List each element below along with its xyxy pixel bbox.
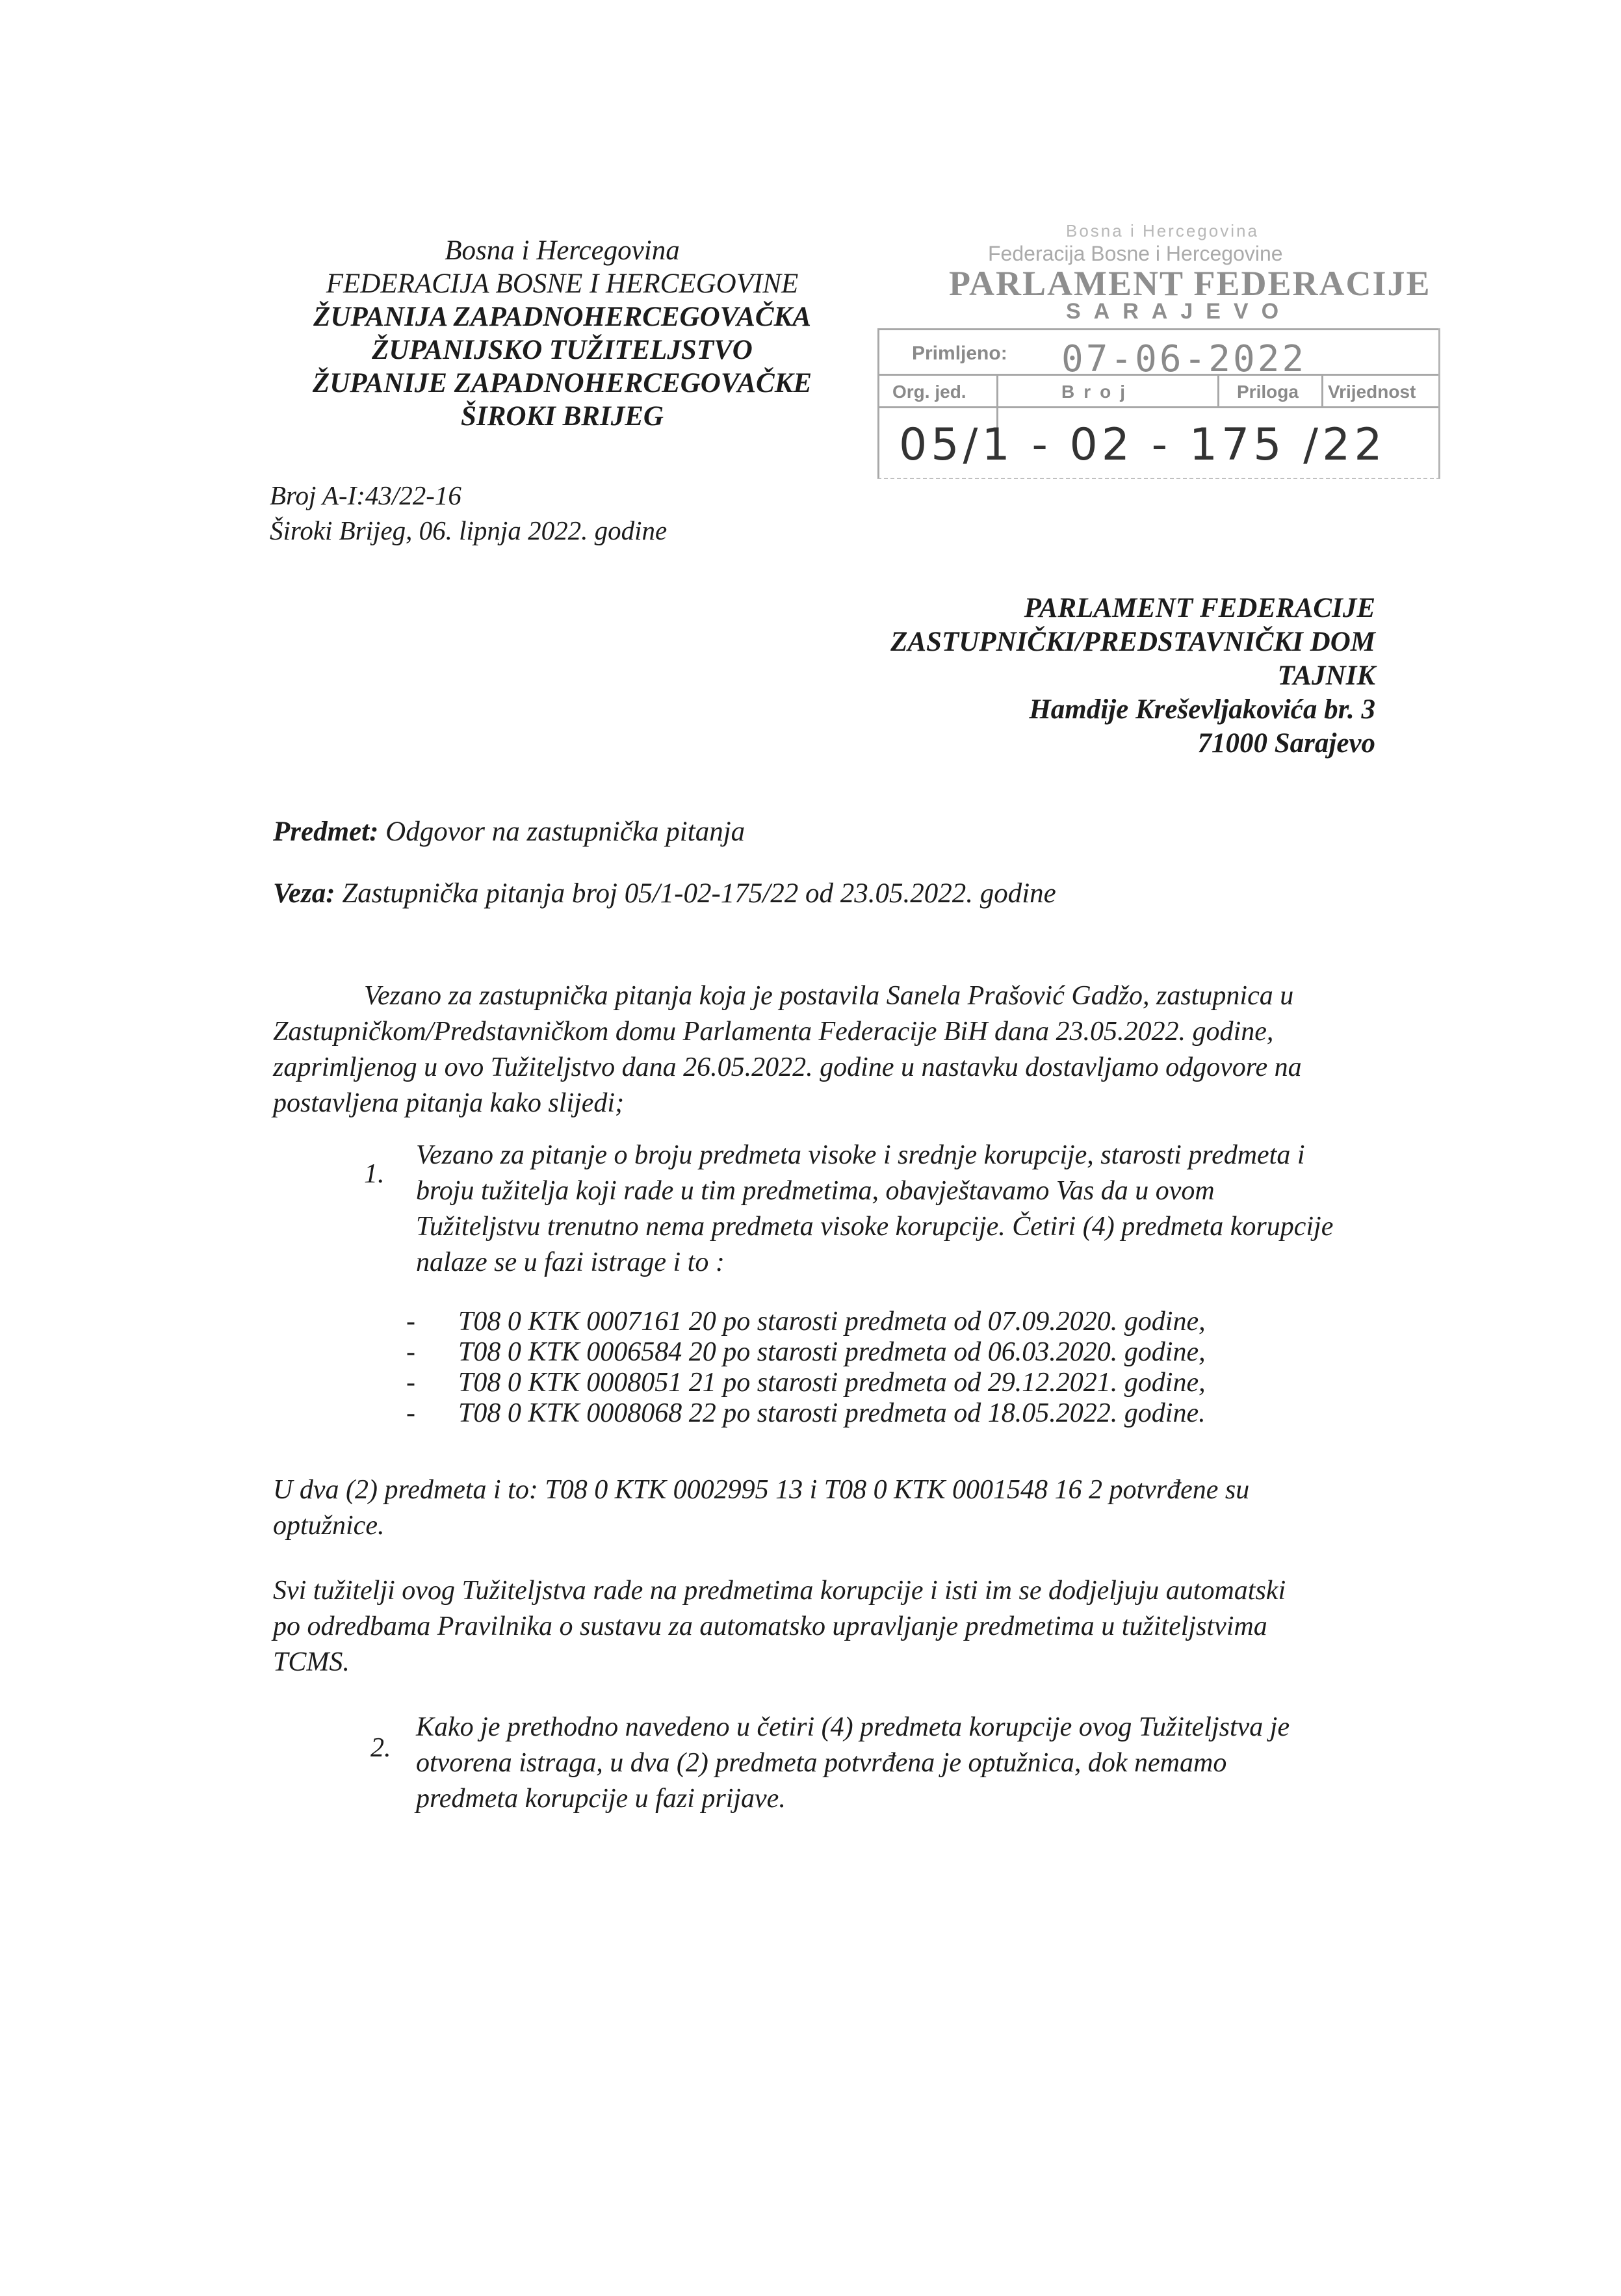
intro-paragraph [273,978,1378,1121]
document-place-date: Široki Brijeg, 06. lipnja 2022. godine [270,515,668,545]
text-line: nalaze se u fazi istrage i to : [416,1247,725,1277]
case-text: T08 0 KTK 0007161 20 po starosti predmeta od 07.09.2020. godine, [458,1307,1206,1337]
recipient-block [890,592,1375,761]
case-list-item [406,1337,1206,1368]
document-number: Broj A-I:43/22-16 [270,480,461,510]
list-dash: - [406,1337,415,1367]
sender-line: ŽUPANIJSKO TUŽITELJSTVO [372,335,753,365]
item-number: 2. [370,1733,391,1763]
stamp-rule [879,328,1438,330]
stamp-city: SARAJEVO [1066,299,1292,324]
text-line: otvorena istraga, u dva (2) predmeta potvrđena je optužnica, dok nemamo [416,1748,1227,1778]
subject-line [273,816,745,848]
text-line: Kako je prethodno navedeno u četiri (4) predmeta korupcije ovog Tužiteljstva je [416,1712,1290,1742]
subject-label: Predmet: [273,816,379,847]
text-line: predmeta korupcije u fazi prijave. [416,1784,786,1814]
list-dash: - [406,1398,415,1428]
text-line: postavljena pitanja kako slijedi; [273,1088,625,1118]
text-line: zaprimljenog u ovo Tužiteljstvo dana 26.05.2022. godine u nastavku dostavljamo odgovore na [273,1052,1302,1082]
text-line: optužnice. [273,1511,385,1541]
recipient-line: 71000 Sarajevo [1197,728,1375,759]
list-dash: - [406,1307,415,1337]
stamp-col-vrijednost: Vrijednost [1328,382,1416,402]
reference-line [273,878,1056,909]
case-list-item [406,1368,1206,1398]
stamp-federation: Federacija Bosne i Hercegovine [988,242,1283,265]
case-text: T08 0 KTK 0008068 22 po starosti predmeta od 18.05.2022. godine. [458,1398,1206,1428]
sender-line: FEDERACIJA BOSNE I HERCEGOVINE [326,268,799,299]
document-meta [270,478,667,548]
stamp-col-broj: Broj [1061,382,1134,402]
stamp-col-priloga: Priloga [1237,382,1299,402]
stamp-col-org: Org. jed. [892,382,966,402]
stamp-divider [1217,374,1219,406]
received-stamp [871,208,1436,481]
case-list-item [406,1398,1206,1429]
recipient-line: ZASTUPNIČKI/PREDSTAVNIČKI DOM [890,627,1375,657]
stamp-parliament: PARLAMENT FEDERACIJE [949,264,1431,303]
subject-text: Odgovor na zastupnička pitanja [378,816,746,847]
text-line: broju tužitelja koji rade u tim predmetima, obavještavamo Vas da u ovom [416,1176,1215,1206]
text-line: U dva (2) predmeta i to: T08 0 KTK 0002995 13 i T08 0 KTK 0001548 16 2 potvrđene su [273,1475,1250,1505]
sender-line: ŽUPANIJA ZAPADNOHERCEGOVAČKA [313,302,811,332]
recipient-line: Hamdije Kreševljakovića br. 3 [1029,694,1375,725]
item-2-paragraph [416,1710,1378,1817]
text-line: Vezano za zastupnička pitanja koja je postavila Sanela Prašović Gadžo, zastupnica u [364,981,1294,1011]
case-list [406,1307,1206,1429]
stamp-received-date: 07-06-2022 [1061,338,1307,380]
case-text: T08 0 KTK 0006584 20 po starosti predmeta od 06.03.2020. godine, [458,1337,1206,1367]
stamp-rule [879,374,1438,376]
case-text: T08 0 KTK 0008051 21 po starosti predmeta od 29.12.2021. godine, [458,1368,1206,1398]
stamp-received-label: Primljeno: [912,343,1007,364]
stamp-handwritten-number: 05/1 - 02 - 175 /22 [899,419,1386,471]
case-list-item [406,1307,1206,1337]
sender-line: Bosna i Hercegovina [445,235,680,266]
indictments-paragraph [273,1472,1378,1544]
sender-line: ŽUPANIJE ZAPADNOHERCEGOVAČKE [312,368,812,398]
text-line: Tužiteljstvu trenutno nema predmeta visoke korupcije. Četiri (4) predmeta korupcije [416,1212,1334,1242]
recipient-line: TAJNIK [1277,660,1375,691]
text-line: TCMS. [273,1647,350,1677]
reference-text: Zastupnička pitanja broj 05/1-02-175/22 od 23.05.2022. godine [335,878,1056,909]
stamp-rule [879,406,1438,408]
list-dash: - [406,1368,415,1398]
sender-line: ŠIROKI BRIJEG [461,401,664,432]
stamp-divider [1321,374,1323,406]
reference-label: Veza: [273,878,335,909]
item-number: 1. [364,1159,385,1189]
stamp-table [877,328,1440,479]
item-1-paragraph [416,1138,1378,1281]
text-line: Svi tužitelji ovog Tužiteljstva rade na predmetima korupcije i isti im se dodjeljuju automatski [273,1576,1286,1606]
text-line: Vezano za pitanje o broju predmeta visoke i srednje korupcije, starosti predmeta i [416,1140,1305,1170]
prosecutors-paragraph [273,1573,1378,1680]
sender-block [270,234,855,433]
recipient-line: PARLAMENT FEDERACIJE [1024,593,1375,623]
text-line: po odredbama Pravilnika o sustavu za automatsko upravljanje predmetima u tužiteljstvima [273,1611,1267,1641]
stamp-country: Bosna i Hercegovina [1066,221,1259,241]
text-line: Zastupničkom/Predstavničkom domu Parlamenta Federacije BiH dana 23.05.2022. godine, [273,1017,1274,1047]
